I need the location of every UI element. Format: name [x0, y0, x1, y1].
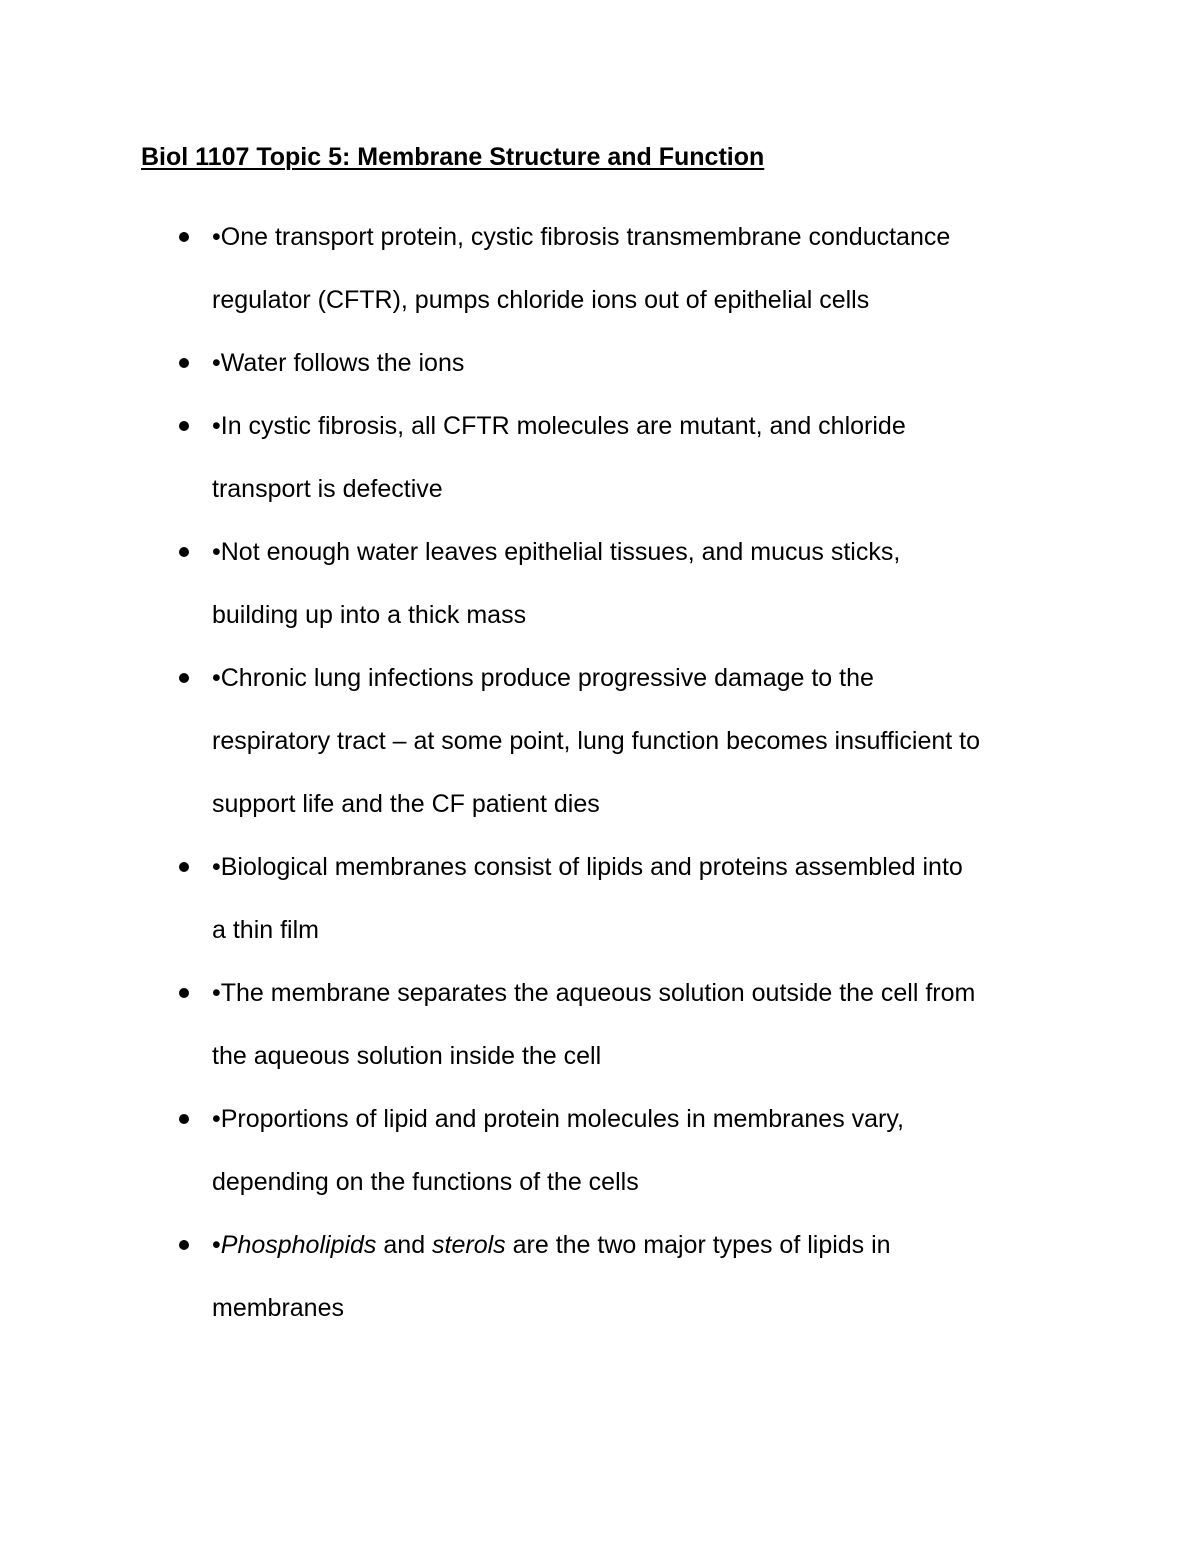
list-item-text: support life and the CF patient dies	[212, 790, 600, 818]
list-item-text: membranes	[212, 1294, 344, 1322]
bullet-prefix: •	[212, 1231, 221, 1259]
list-item-text: regulator (CFTR), pumps chloride ions out of epithelial cells	[212, 286, 870, 314]
bullet-dot-icon	[179, 421, 189, 431]
list-item-text: a thin film	[212, 916, 319, 944]
list-item-text: respiratory tract – at some point, lung function becomes insufficient to	[212, 727, 980, 755]
term-phospholipids: Phospholipids	[220, 1231, 377, 1259]
list-item-text: •One transport protein, cystic fibrosis transmembrane conductance	[212, 223, 951, 251]
term-sterols: sterols	[432, 1231, 506, 1259]
page-title: Biol 1107 Topic 5: Membrane Structure and Function	[141, 143, 765, 171]
list-item-text: the aqueous solution inside the cell	[212, 1042, 602, 1070]
bullet-dot-icon	[179, 673, 189, 683]
bullet-dot-icon	[179, 1240, 189, 1250]
bullet-dot-icon	[179, 862, 189, 872]
list-item-text: depending on the functions of the cells	[212, 1168, 639, 1196]
bullet-dot-icon	[179, 1114, 189, 1124]
list-item-text: •Biological membranes consist of lipids and proteins assembled into	[212, 853, 963, 881]
bullet-dot-icon	[179, 358, 189, 368]
bullet-dot-icon	[179, 232, 189, 242]
list-item-text: •Water follows the ions	[212, 349, 465, 377]
list-item-text: •Not enough water leaves epithelial tissues, and mucus sticks,	[212, 538, 901, 566]
list-item-rich-text	[212, 1227, 891, 1263]
list-item-text: •Chronic lung infections produce progressive damage to the	[212, 664, 874, 692]
list-item-text: building up into a thick mass	[212, 601, 527, 629]
list-item-text: •The membrane separates the aqueous solution outside the cell from	[212, 979, 976, 1007]
rest-text: are the two major types of lipids in	[505, 1231, 891, 1259]
list-item-text: transport is defective	[212, 475, 443, 503]
join-text: and	[376, 1231, 433, 1259]
bullet-dot-icon	[179, 547, 189, 557]
list-item-text: •Proportions of lipid and protein molecules in membranes vary,	[212, 1105, 904, 1133]
bullet-dot-icon	[179, 988, 189, 998]
list-item-text: •In cystic fibrosis, all CFTR molecules are mutant, and chloride	[212, 412, 906, 440]
